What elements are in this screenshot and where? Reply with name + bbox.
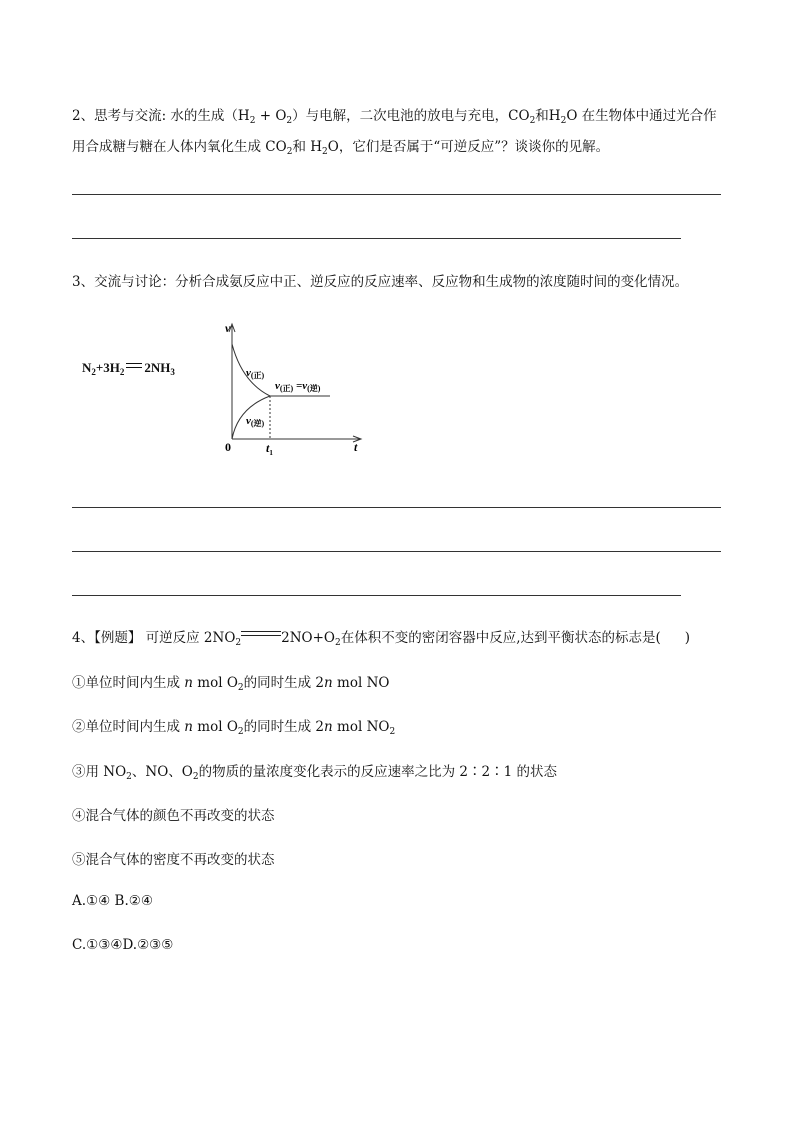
forward-rate-curve: [232, 344, 270, 396]
rate-time-plot: [72, 312, 372, 462]
answer-line[interactable]: [72, 238, 681, 239]
ammonia-rate-graph: [72, 312, 372, 462]
reaction-equation: $N_2+3H_2$ $2NH_3$: [82, 360, 175, 377]
q4-stem: 4、【例题】 可逆反应 $2NO_2$ $2NO+O_2$在体积不变的密闭容器中反应,达到平衡状态的标志是( ): [72, 630, 691, 648]
reverse-rate-curve: [232, 396, 270, 439]
equilibrium-label: v(正) =v(逆): [275, 380, 321, 393]
x-axis-label: t: [354, 440, 358, 454]
equilibrium-sign: [241, 629, 281, 641]
forward-rate-label: v(正): [246, 367, 265, 380]
origin-label: 0: [225, 440, 231, 454]
q3-prompt: 3、交流与讨论：分析合成氨反应中正、逆反应的反应速率、反应物和生成物的浓度随时间的变化情况。: [72, 274, 689, 290]
q4-option-4: ④混合气体的颜色不再改变的状态: [72, 808, 275, 824]
q2-line1: 2、思考与交流: 水的生成$(H_2 + O_2)$与电解，二次电池的放电与充电，$CO_2$和$H_2O$ 在生物体中通过光合作: [72, 108, 717, 126]
answer-line[interactable]: [72, 507, 721, 508]
q4-option-3: ③用 $NO_2$、NO、$O_2$的物质的量浓度变化表示的反应速率之比为 2∶2∶1 的状态: [72, 764, 557, 782]
answer-line[interactable]: [72, 194, 721, 195]
reverse-rate-label: v(逆): [246, 415, 265, 428]
q4-option-1: ①单位时间内生成 n mol $O_2$的同时生成 2n mol NO: [72, 675, 390, 693]
q2-line2: 用合成糖与糖在人体内氧化生成 $CO_2$和 $H_2O$，它们是否属于“可逆反应”？谈谈你的见解。: [72, 139, 610, 157]
q4-choices-cd: C.①③④D.②③⑤: [72, 937, 174, 953]
answer-line[interactable]: [72, 595, 681, 596]
answer-line[interactable]: [72, 551, 721, 552]
q4-option-5: ⑤混合气体的密度不再改变的状态: [72, 852, 275, 868]
q4-option-2: ②单位时间内生成 n mol $O_2$的同时生成 2n mol $NO_2$: [72, 719, 396, 737]
t1-label: $t_1$: [266, 441, 273, 457]
q4-choices-ab: A.①④ B.②④: [72, 893, 153, 909]
y-axis-label: v: [225, 321, 231, 335]
